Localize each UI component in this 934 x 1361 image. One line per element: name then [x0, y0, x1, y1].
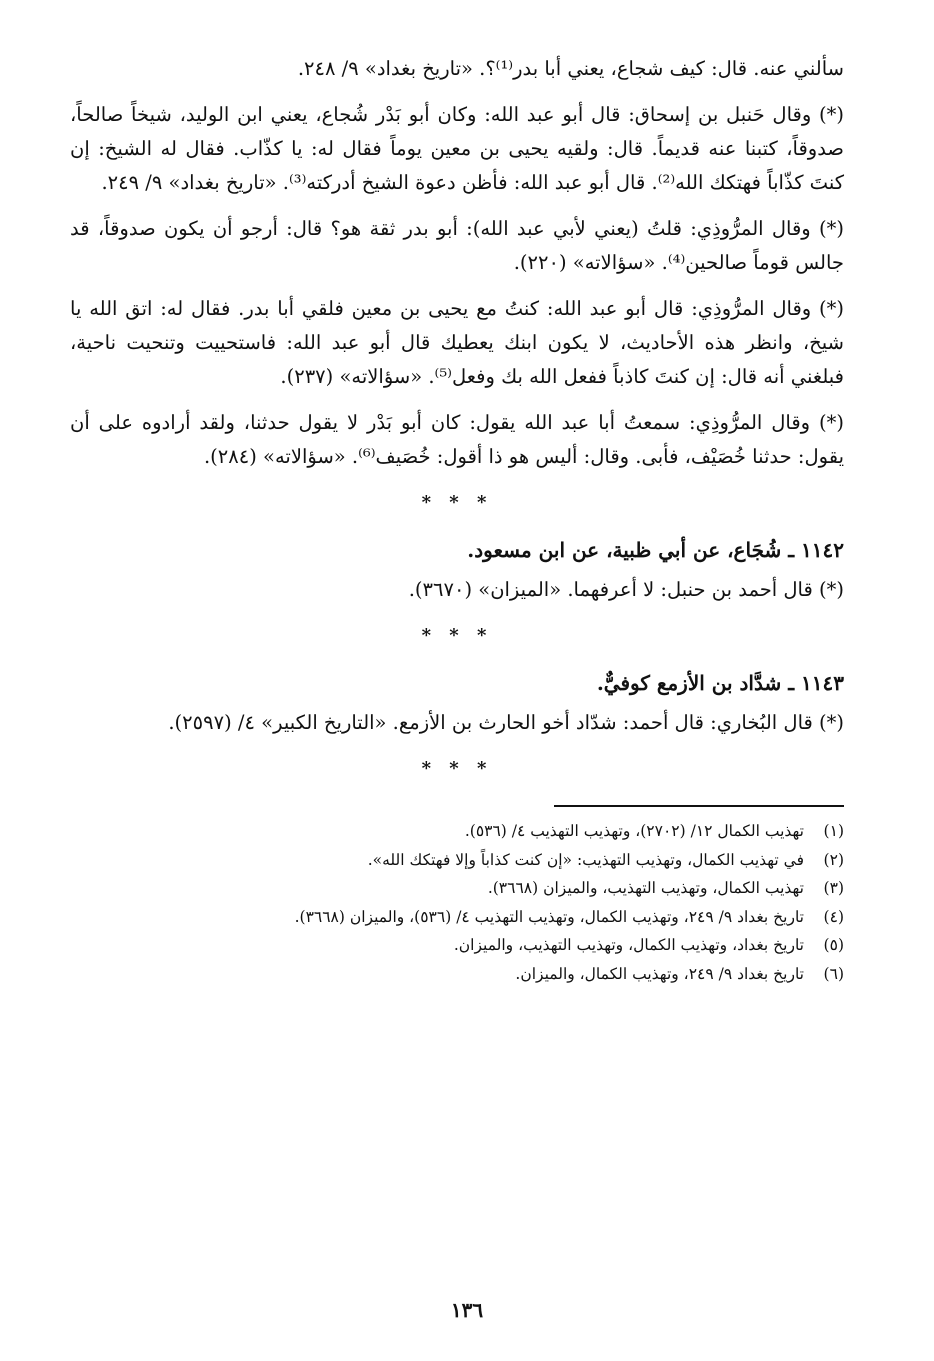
- paragraph-marwazi-2: (*) وقال المرُّوذِي: قال أبو عبد الله: كنتُ مع يحيى بن معين فلقي أبا بدر. فقال له: اتق الله يا شيخ، وانظر هذه الأحاديث، لا يكون ابنك يعطيك قال أبو عبد الله: فاستحييت وتنحيت ناحية، فبلغني أنه قال: إن كنتَ كاذباً ففعل الله بك وفعل⁽⁵⁾. «سؤالاته» (٢٣٧).: [70, 297, 844, 388]
- footnote: [70, 846, 844, 875]
- footnote-text: تهذيب الكمال، وتهذيب التهذيب، والميزان (٣٦٦٨).: [487, 879, 804, 897]
- footnote-number: (٥): [823, 936, 844, 954]
- footnote-number: (٣): [823, 879, 844, 897]
- page-number: ١٣٦: [450, 1298, 484, 1322]
- footnote-text: في تهذيب الكمال، وتهذيب التهذيب: «إن كنت كذاباً وإلا فهتكك الله».: [367, 850, 804, 869]
- footnotes: [70, 817, 844, 988]
- entry-text-1143: (*) قال البُخاري: قال أحمد: شدّاد أخو الحارث بن الأزمع. «التاريخ الكبير» ٤/ (٢٥٩٧).: [168, 711, 844, 734]
- footnote: [70, 931, 844, 960]
- paragraph-hanbal: (*) وقال حَنبل بن إسحاق: قال أبو عبد الله: وكان أبو بَدْر شُجاع، يعني ابن الوليد، شيخاً صالحاً، صدوقاً، كتبنا عنه قديماً. قال: ولقيه يحيى بن معين يوماً فقال له: يا كذّاب. فقال له الشيخ: إن كنتَ كذّاباً فهتكك الله⁽²⁾. قال أبو عبد الله: فأظن دعوة الشيخ أدركته⁽³⁾. «تاريخ بغداد» ٩/ ٢٤٩.: [70, 103, 844, 194]
- section-separator: * * *: [421, 758, 493, 779]
- entry-text-1142: (*) قال أحمد بن حنبل: لا أعرفهما. «الميزان» (٣٦٧٠).: [408, 578, 844, 601]
- footnote: [70, 960, 844, 989]
- footnote-number: (٦): [823, 964, 844, 983]
- footnote-number: (١): [823, 822, 844, 840]
- footnote-text: تاريخ بغداد، وتهذيب الكمال، وتهذيب التهذيب، والميزان.: [453, 936, 804, 954]
- paragraph-marwazi-3: (*) وقال المرُّوذِي: سمعتُ أبا عبد الله يقول: كان أبو بَدْر لا يقول حدثنا، ولقد أرادوه على أن يقول: حدثنا خُصَيْف، فأبى. وقال: أليس هو ذا أقول: خُصَيف⁽⁶⁾. «سؤالاته» (٢٨٤).: [70, 411, 844, 468]
- footnote-text: تاريخ بغداد ٩/ ٢٤٩، وتهذيب الكمال، والميزان.: [515, 964, 804, 983]
- section-separator: * * *: [421, 625, 493, 646]
- page-body: [70, 50, 844, 988]
- footnote-number: (٢): [823, 850, 844, 869]
- footnote-text: تاريخ بغداد ٩/ ٢٤٩، وتهذيب الكمال، وتهذيب التهذيب ٤/ (٥٣٦)، والميزان (٣٦٦٨).: [294, 907, 804, 926]
- paragraph-continuation: سألني عنه. قال: كيف شجاع، يعني أبا بدر⁽¹⁾؟. «تاريخ بغداد» ٩/ ٢٤٨.: [297, 57, 844, 80]
- entry-heading-1143: ١١٤٣ ـ شدَّاد بن الأزمع كوفيٌّ.: [596, 671, 844, 695]
- paragraph-marwazi-1: (*) وقال المرُّوذِي: قلتُ (يعني لأبي عبد الله): أبو بدر ثقة هو؟ قال: أرجو أن يكون صدوقاً، قد جالس قوماً صالحين⁽⁴⁾. «سؤالاته» (٢٢٠).: [70, 217, 844, 274]
- footnote: [70, 817, 844, 846]
- footnote-text: تهذيب الكمال ١٢/ (٢٧٠٢)، وتهذيب التهذيب ٤/ (٥٣٦).: [464, 822, 804, 840]
- entry-heading-1142: ١١٤٢ ـ شُجَاع، عن أبي ظبية، عن ابن مسعود.: [467, 538, 844, 562]
- footnote: [70, 903, 844, 932]
- section-separator: * * *: [421, 492, 493, 513]
- footnote-rule: [554, 805, 844, 807]
- footnote: [70, 874, 844, 903]
- footnote-number: (٤): [823, 907, 844, 926]
